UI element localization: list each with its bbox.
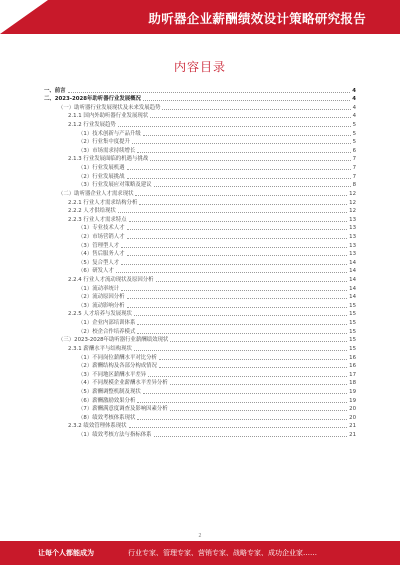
toc-dot-leader bbox=[150, 117, 350, 118]
toc-entry[interactable] bbox=[44, 336, 356, 345]
toc-entry[interactable] bbox=[44, 155, 356, 164]
toc-entry[interactable] bbox=[44, 138, 356, 147]
toc-dot-leader bbox=[127, 229, 348, 230]
toc-dot-leader bbox=[134, 315, 347, 316]
toc-entry-page: 4 bbox=[352, 96, 356, 103]
toc-entry[interactable] bbox=[44, 267, 356, 276]
toc-dot-leader bbox=[148, 376, 347, 377]
toc-entry-title: 2.3.2 绩效管理体系现状 bbox=[68, 423, 127, 430]
toc-entry[interactable] bbox=[44, 405, 356, 414]
toc-entry[interactable] bbox=[44, 344, 356, 353]
toc-entry[interactable] bbox=[44, 310, 356, 319]
toc-entry-page: 12 bbox=[349, 199, 356, 206]
toc-entry-title: 2.1.2 行业发展趋势 bbox=[68, 122, 116, 129]
toc-entry[interactable] bbox=[44, 146, 356, 155]
toc-entry-title: （2）校企合作培养模式 bbox=[78, 328, 136, 335]
toc-entry[interactable] bbox=[44, 129, 356, 138]
toc-entry[interactable] bbox=[44, 241, 356, 250]
toc-entry-title: 2.1.3 行业发展面临的机遇与挑战 bbox=[68, 156, 149, 163]
toc-entry[interactable] bbox=[44, 413, 356, 422]
toc-entry-title: （4）不同规模企业薪酬水平差异分析 bbox=[78, 380, 168, 387]
toc-entry-page: 12 bbox=[349, 208, 356, 215]
toc-entry-page: 13 bbox=[349, 225, 356, 232]
toc-entry[interactable] bbox=[44, 232, 356, 241]
toc-dot-leader bbox=[170, 341, 347, 342]
toc-entry-page: 7 bbox=[352, 156, 356, 163]
toc-dot-leader bbox=[127, 169, 351, 170]
toc-entry-title: （2）市场营销人才 bbox=[78, 233, 125, 240]
toc-entry[interactable] bbox=[44, 112, 356, 121]
toc-entry-title: （5）复合型人才 bbox=[78, 259, 120, 266]
toc-entry-title: （1）技术创新与产品升级 bbox=[78, 130, 141, 137]
toc-entry-page: 20 bbox=[349, 414, 356, 421]
footer-slogan: 让每个人都能成为 bbox=[38, 549, 94, 557]
toc-entry[interactable] bbox=[44, 207, 356, 216]
toc-entry[interactable] bbox=[44, 370, 356, 379]
toc-dot-leader bbox=[137, 152, 350, 153]
toc-dot-leader bbox=[143, 393, 347, 394]
toc-entry-page: 7 bbox=[352, 173, 356, 180]
toc-entry[interactable] bbox=[44, 120, 356, 129]
page-header bbox=[0, 0, 400, 34]
toc-dot-leader bbox=[159, 359, 347, 360]
toc-entry-page: 15 bbox=[349, 311, 356, 318]
toc-dot-leader bbox=[137, 333, 347, 334]
toc-entry-page: 15 bbox=[349, 345, 356, 352]
toc-entry[interactable] bbox=[44, 224, 356, 233]
toc-dot-leader bbox=[150, 160, 350, 161]
toc-entry-title: （4）售后服务人才 bbox=[78, 251, 125, 258]
toc-entry-page: 14 bbox=[349, 277, 356, 284]
toc-dot-leader bbox=[137, 402, 347, 403]
toc-entry-title: （2）薪酬结构及各部分构成情况 bbox=[78, 363, 157, 370]
toc-entry-page: 12 bbox=[349, 190, 356, 197]
toc-entry-page: 14 bbox=[349, 268, 356, 275]
toc-entry-title: （3）不同地区薪酬水平差异 bbox=[78, 371, 147, 378]
toc-entry-title: 一、前言 bbox=[44, 87, 66, 94]
toc-dot-leader bbox=[156, 281, 348, 282]
toc-entry-page: 14 bbox=[349, 294, 356, 301]
toc-dot-leader bbox=[135, 195, 347, 196]
toc-dot-leader bbox=[159, 367, 347, 368]
toc-dot-leader bbox=[68, 92, 351, 93]
toc-dot-leader bbox=[132, 143, 351, 144]
toc-entry[interactable] bbox=[44, 86, 356, 95]
toc-dot-leader bbox=[121, 247, 347, 248]
toc-dot-leader bbox=[143, 135, 351, 136]
toc-entry-page: 4 bbox=[352, 87, 356, 94]
toc-entry-page: 15 bbox=[349, 328, 356, 335]
toc-entry-title: （3）行业发展应对策略及建议 bbox=[78, 182, 152, 189]
toc-dot-leader bbox=[127, 238, 348, 239]
toc-entry[interactable] bbox=[44, 181, 356, 190]
toc-entry-page: 13 bbox=[349, 251, 356, 258]
toc-dot-leader bbox=[154, 436, 348, 437]
toc-entry-title: 2.2.3 行业人才需求特点 bbox=[68, 216, 127, 223]
toc-entry[interactable] bbox=[44, 353, 356, 362]
toc-dot-leader bbox=[143, 100, 350, 101]
toc-entry[interactable] bbox=[44, 396, 356, 405]
toc-dot-leader bbox=[121, 290, 347, 291]
toc-entry-title: （3）流动影响分析 bbox=[78, 302, 125, 309]
toc-entry[interactable] bbox=[44, 387, 356, 396]
page-footer bbox=[0, 541, 400, 565]
toc-dot-leader bbox=[127, 255, 348, 256]
toc-entry-title: 2.2.2 人才供给现状 bbox=[68, 208, 116, 215]
toc-entry-page: 21 bbox=[349, 431, 356, 438]
toc-entry-title: （1）不同岗位薪酬水平对比分析 bbox=[78, 354, 157, 361]
toc-entry-title: （1）企业内部培训体系 bbox=[78, 320, 136, 327]
toc-entry-page: 13 bbox=[349, 216, 356, 223]
toc-entry-title: （1）行业发展机遇 bbox=[78, 165, 125, 172]
toc-entry-title: （3）市场需求持续增长 bbox=[78, 147, 136, 154]
toc-entry-title: （1）流动率统计 bbox=[78, 285, 120, 292]
toc-dot-leader bbox=[118, 212, 347, 213]
toc-dot-leader bbox=[127, 307, 348, 308]
toc-entry-title: （2）行业集中度提升 bbox=[78, 139, 130, 146]
toc-entry[interactable] bbox=[44, 95, 356, 104]
toc-entry-title: （7）薪酬满意度调查及影响因素分析 bbox=[78, 406, 168, 413]
toc-entry-title: （1）绩效考核方法与指标体系 bbox=[78, 431, 152, 438]
toc-entry-title: 2.2.4 行业人才流动现状及原因分析 bbox=[68, 277, 154, 284]
toc-entry-title: （2）流动原因分析 bbox=[78, 294, 125, 301]
toc-entry-page: 5 bbox=[352, 122, 356, 129]
toc-dot-leader bbox=[127, 178, 351, 179]
toc-entry-title: 2.1.1 国内外助听器行业发展现状 bbox=[68, 113, 149, 120]
toc-entry-page: 19 bbox=[349, 388, 356, 395]
table-of-contents bbox=[44, 86, 356, 439]
toc-entry-page: 15 bbox=[349, 337, 356, 344]
toc-entry[interactable] bbox=[44, 327, 356, 336]
footer-tagline: 行业专家、管理专家、营销专家、战略专家、成功企业家…… bbox=[128, 549, 317, 557]
toc-dot-leader bbox=[116, 272, 347, 273]
toc-entry-page: 15 bbox=[349, 320, 356, 327]
toc-dot-leader bbox=[162, 109, 350, 110]
toc-entry-title: 2.2.1 行业人才需求结构分析 bbox=[68, 199, 138, 206]
toc-entry-title: （一）助听器行业发展现状及未来发展趋势 bbox=[58, 104, 161, 111]
toc-entry-title: （8）绩效考核体系现状 bbox=[78, 414, 136, 421]
toc-entry-page: 17 bbox=[349, 371, 356, 378]
toc-entry[interactable] bbox=[44, 430, 356, 439]
toc-entry-page: 8 bbox=[352, 182, 356, 189]
toc-entry-page: 14 bbox=[349, 259, 356, 266]
toc-dot-leader bbox=[129, 427, 348, 428]
toc-entry[interactable] bbox=[44, 198, 356, 207]
toc-dot-leader bbox=[139, 204, 347, 205]
toc-entry[interactable] bbox=[44, 103, 356, 112]
toc-entry[interactable] bbox=[44, 189, 356, 198]
toc-entry-page: 4 bbox=[352, 104, 356, 111]
page-number: 2 bbox=[198, 533, 202, 539]
toc-entry-page: 20 bbox=[349, 406, 356, 413]
header-corner-decoration bbox=[0, 0, 48, 34]
toc-entry-page: 16 bbox=[349, 354, 356, 361]
toc-entry[interactable] bbox=[44, 422, 356, 431]
toc-entry-title: （三）2023-2028年助听器行业薪酬绩效现状 bbox=[58, 337, 169, 344]
toc-entry[interactable] bbox=[44, 163, 356, 172]
toc-entry-title: （二）助听器企业人才需求现状 bbox=[58, 190, 134, 197]
toc-entry[interactable] bbox=[44, 362, 356, 371]
toc-dot-leader bbox=[154, 186, 351, 187]
toc-entry[interactable] bbox=[44, 215, 356, 224]
toc-dot-leader bbox=[170, 384, 347, 385]
toc-entry-page: 5 bbox=[352, 139, 356, 146]
toc-entry-title: （2）行业发展挑战 bbox=[78, 173, 125, 180]
toc-dot-leader bbox=[134, 350, 347, 351]
toc-entry-title: （5）薪酬调整机制及现状 bbox=[78, 388, 141, 395]
toc-entry-page: 14 bbox=[349, 285, 356, 292]
toc-entry-page: 13 bbox=[349, 242, 356, 249]
toc-entry-page: 6 bbox=[352, 147, 356, 154]
toc-entry[interactable] bbox=[44, 250, 356, 259]
toc-entry[interactable] bbox=[44, 275, 356, 284]
toc-entry[interactable] bbox=[44, 258, 356, 267]
toc-entry[interactable] bbox=[44, 318, 356, 327]
toc-entry[interactable] bbox=[44, 379, 356, 388]
toc-entry-title: 2.3.1 薪酬水平与结构现状 bbox=[68, 345, 132, 352]
toc-entry-page: 21 bbox=[349, 423, 356, 430]
toc-entry-page: 16 bbox=[349, 363, 356, 370]
toc-dot-leader bbox=[137, 419, 347, 420]
toc-entry-page: 7 bbox=[352, 165, 356, 172]
toc-entry-title: （6）薪酬激励效果分析 bbox=[78, 397, 136, 404]
toc-dot-leader bbox=[121, 264, 347, 265]
toc-entry-page: 13 bbox=[349, 233, 356, 240]
toc-entry-page: 18 bbox=[349, 380, 356, 387]
toc-entry-title: （6）研发人才 bbox=[78, 268, 114, 275]
report-title: 助听器企业薪酬绩效设计策略研究报告 bbox=[148, 11, 366, 26]
toc-entry-title: （1）专业技术人才 bbox=[78, 225, 125, 232]
toc-heading: 内容目录 bbox=[173, 60, 226, 74]
toc-entry[interactable] bbox=[44, 301, 356, 310]
toc-entry-page: 15 bbox=[349, 302, 356, 309]
toc-entry[interactable] bbox=[44, 284, 356, 293]
toc-dot-leader bbox=[118, 126, 351, 127]
toc-entry-page: 5 bbox=[352, 130, 356, 137]
toc-dot-leader bbox=[127, 298, 348, 299]
toc-entry-page: 19 bbox=[349, 397, 356, 404]
toc-entry-title: （3）管理型人才 bbox=[78, 242, 120, 249]
toc-entry-page: 4 bbox=[352, 113, 356, 120]
toc-dot-leader bbox=[137, 324, 347, 325]
toc-dot-leader bbox=[170, 410, 347, 411]
toc-entry[interactable] bbox=[44, 172, 356, 181]
toc-entry-title: 二、2023-2028年助听器行业发展概况 bbox=[44, 96, 141, 103]
toc-entry-title: 2.2.5 人才培养与发展现状 bbox=[68, 311, 132, 318]
toc-entry[interactable] bbox=[44, 293, 356, 302]
toc-dot-leader bbox=[129, 221, 348, 222]
